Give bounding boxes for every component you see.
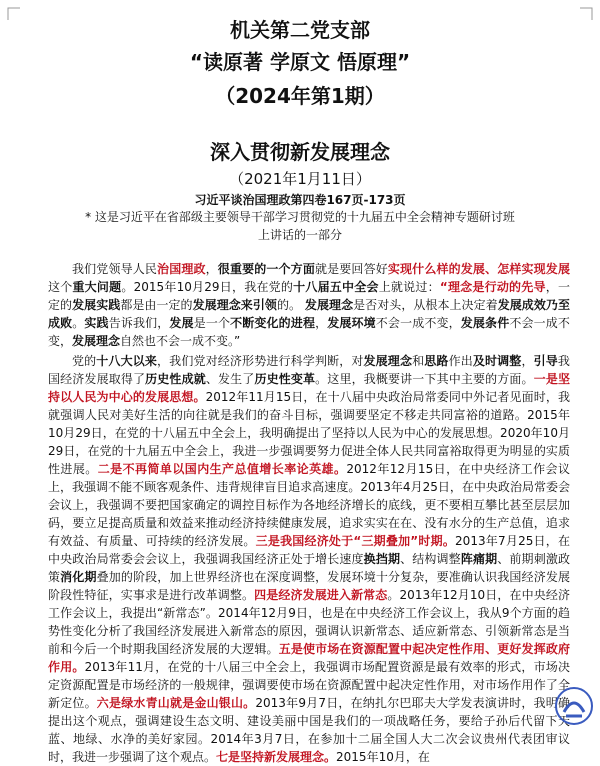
article-title: 深入贯彻新发展理念 — [210, 140, 390, 164]
study-slogan: “读原著 学原文 悟原理” — [189, 50, 411, 74]
article-note: * 这是习近平在省部级主要领导干部学习贯彻党的十九届五中全会精神专题研讨班上讲话的一部分 — [85, 210, 515, 242]
article-date: （2021年1月11日） — [229, 170, 371, 188]
article-source: 习近平谈治国理政第四卷167页-173页 — [194, 193, 406, 207]
page-corner-mark-icon — [6, 6, 26, 22]
issue-number: （2024年第1期） — [215, 84, 385, 108]
branch-name: 机关第二党支部 — [230, 18, 370, 42]
article-body — [48, 260, 570, 766]
party-branch-logo-icon — [554, 686, 594, 726]
paragraph: 党的十八大以来，我们党对经济形势进行科学判断，对发展理念和思路作出及时调整，引导我国经济发展取得了历史性成就、发生了历史性变革。这里，我概要讲一下其中主要的方面。一是坚持以人民为中心的发展思想。2012年11月15日，在十八届中央政治局常委同中外记者见面时，我就强调人民对美好生活的向往就是我们的奋斗目标，强调要坚定不移走共同富裕的道路。2015年10月29日，在党的十八届五中全会上，我明确提出了坚持以人民为中心的发展思想。2020年10月29日，在党的十九届五中全会上，我进一步强调要努力促进全体人民共同富裕取得更为明显的实质性进展。二是不再简单以国内生产总值增长率论英雄。2012年12月15日，在中央经济工作会议上，我强调不能不顾客观条件、违背规律盲目追求高速度。2013年4月25日，在中央政治局常委会会议上，我强调不要把国家确定的调控目标作为各地经济增长的底线，更不要相互攀比甚至层层加码，要立足提高质量和效益来推动经济持续健康发展，追求实实在在、没有水分的生产总值，追求有效益、有质量、可持续的经济发展。三是我国经济处于“三期叠加”时期。2013年7月25日，在中央政治局常委会会议上，我强调我国经济正处于增长速度换挡期、结构调整阵痛期、前期刺激政策消化期叠加的阶段，加上世界经济也在深度调整，发展环境十分复杂，要准确认识我国经济发展阶段性特征，实事求是进行改革调整。四是经济发展进入新常态。2013年12月10日，在中央经济工作会议上，我提出“新常态”。2014年12月9日，也是在中央经济工作会议上，我从9个方面的趋势性变化分析了我国经济发展进入新常态的原因，强调认识新常态、适应新常态、引领新常态是当前和今后一个时期我国经济发展的大逻辑。五是使市场在资源配置中起决定性作用、更好发挥政府作用。2013年11月，在党的十八届三中全会上，我强调市场配置资源是最有效率的形式，市场决定资源配置是市场经济的一般规律，强调要使市场在资源配置中起决定性作用，对市场作用作了全新定位。六是绿水青山就是金山银山。2013年9月7日，在纳扎尔巴耶夫大学发表演讲时，我明确提出这个观点，强调建设生态文明、建设美丽中国是我们的一项战略任务，要给子孙后代留下天蓝、地绿、水净的美好家园。2014年3月7日，在参加十二届全国人大二次会议贵州代表团审议时，我进一步强调了这个观点。七是坚持新发展理念。2015年10月，在 — [48, 354, 570, 764]
page-corner-mark-icon — [574, 6, 594, 22]
paragraph: 我们党领导人民治国理政，很重要的一个方面就是要回答好实现什么样的发展、怎样实现发展这个重大问题。2015年10月29日，我在党的十八届五中全会上就说过：“理念是行动的先导，一定的发展实践都是由一定的发展理念来引领的。 发展理念是否对头，从根本上决定着发展成效乃至成败。实践告诉我们，发展是一个不断变化的进程，发展环境不会一成不变，发展条件不会一成不变，发展理念自然也不会一成不变。” — [48, 262, 570, 348]
